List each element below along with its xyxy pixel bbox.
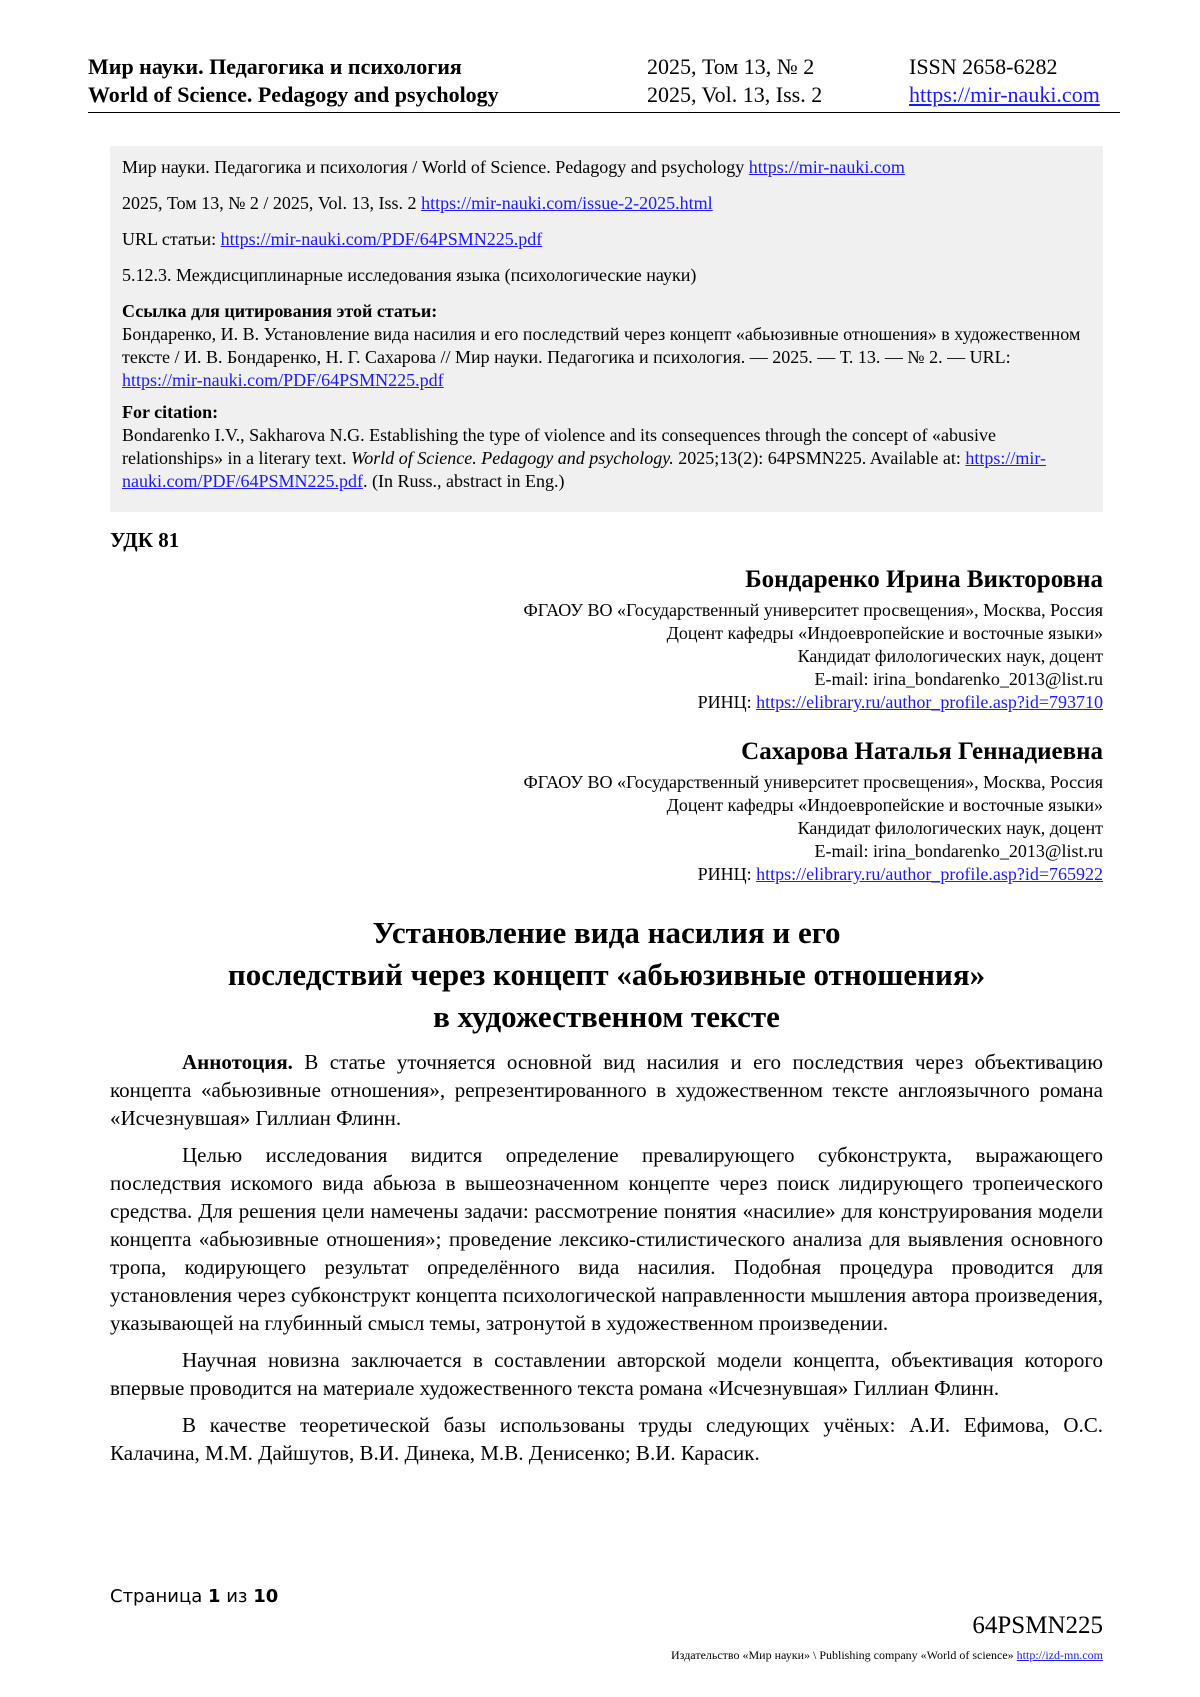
journal-site-link[interactable]: https://mir-nauki.com xyxy=(909,82,1100,107)
issue-url-link[interactable]: https://mir-nauki.com/issue-2-2025.html xyxy=(421,193,713,213)
publisher-link[interactable]: http://izd-mn.com xyxy=(1016,1648,1103,1662)
citation-box xyxy=(110,146,1103,512)
abstract xyxy=(110,1048,1103,1476)
author-name: Бондаренко Ирина Викторовна xyxy=(745,566,1103,593)
author-rinc: РИНЦ: https://elibrary.ru/author_profile.asp?id=765922 xyxy=(697,864,1103,884)
journal-name-ru: Мир науки. Педагогика и психология xyxy=(88,54,462,79)
issue-ru: 2025, Том 13, № 2 xyxy=(647,54,815,79)
author-position: Доцент кафедры «Индоевропейские и восточные языки» xyxy=(666,795,1103,815)
article-url-link[interactable]: https://mir-nauki.com/PDF/64PSMN225.pdf xyxy=(220,229,543,249)
en-citation-link[interactable]: https://mir-nauki.com/PDF/64PSMN225.pdf xyxy=(122,448,1046,491)
journal-line: Мир науки. Педагогика и психология / World of Science. Pedagogy and psychology https://mir-nauki.com xyxy=(122,157,905,177)
abstract-label: Аннотоция. xyxy=(182,1050,293,1074)
author-affiliation: ФГАОУ ВО «Государственный университет просвещения», Москва, Россия xyxy=(523,772,1103,792)
article-code: 64PSMN225 xyxy=(972,1612,1103,1639)
article-url-line: URL статьи: https://mir-nauki.com/PDF/64PSMN225.pdf xyxy=(122,229,543,249)
journal-url-link[interactable]: https://mir-nauki.com xyxy=(748,157,905,177)
issn: ISSN 2658-6282 xyxy=(909,54,1058,79)
author-name: Сахарова Наталья Геннадиевна xyxy=(741,738,1103,765)
abstract-paragraph: Целью исследования видится определение превалирующего субконструкта, выражающего последствия искомого вида абьюза в вышеозначенном концепте через поиск лидирующего тропеического средства. Для решения цели намечены задачи: рассмотрение понятия «насилие» для конструирования модели концепта «абьюзивные отношения»; проведение лексико-стилистического анализа для выявления основного тропа, кодирующего результат определённого вида насилия. Подобная процедура проводится для установления через субконструкт концепта психологической направленности мышления автора произведения, указывающей на глубинный смысл темы, затронутой в художественном произведении. xyxy=(110,1143,1103,1335)
journal-name-en: World of Science. Pedagogy and psychology xyxy=(88,82,499,107)
abstract-paragraph: В качестве теоретической базы использованы труды следующих учёных: А.И. Ефимова, О.С. Калачина, М.М. Дайшутов, В.И. Динека, М.В. Денисенко; В.И. Карасик. xyxy=(110,1413,1103,1465)
author-block xyxy=(523,563,1103,714)
author-degree: Кандидат филологических наук, доцент xyxy=(797,818,1103,838)
abstract-paragraph: Научная новизна заключается в составлении авторской модели концепта, объективация которого впервые проводится на материале художественного текста романа «Исчезнувшая» Гиллиан Флинн. xyxy=(110,1348,1103,1400)
article-title: Установление вида насилия и его последствий через концепт «абьюзивные отношения» в художественном тексте xyxy=(227,915,986,1034)
journal-header xyxy=(88,50,1120,113)
publisher-line: Издательство «Мир науки» \ Publishing company «World of science» http://izd-mn.com xyxy=(671,1648,1103,1662)
author-position: Доцент кафедры «Индоевропейские и восточные языки» xyxy=(666,623,1103,643)
author-rinc-link[interactable]: https://elibrary.ru/author_profile.asp?id=793710 xyxy=(756,692,1103,712)
udk-code: УДК 81 xyxy=(110,528,180,552)
ru-citation-heading: Ссылка для цитирования этой статьи: xyxy=(122,301,438,321)
author-block xyxy=(523,735,1103,886)
author-rinc-link[interactable]: https://elibrary.ru/author_profile.asp?id=765922 xyxy=(756,864,1103,884)
en-citation: Bondarenko I.V., Sakharova N.G. Establishing the type of violence and its consequences through the concept of «abusive relationships» in a literary text. World of Science. Pedagogy and psychology. 2025;13(2): 64PSMN225. Available at: https://mir-nauki.com/PDF/64PSMN225.pdf. (In Russ., abstract in Eng.) xyxy=(122,425,1046,491)
ru-citation: Бондаренко, И. В. Установление вида насилия и его последствий через концепт «абьюзивные отношения» в художественном тексте / И. В. Бондаренко, Н. Г. Сахарова // Мир науки. Педагогика и психология. — 2025. — Т. 13. — № 2. — URL: https://mir-nauki.com/PDF/64PSMN225.pdf xyxy=(122,324,1081,390)
en-citation-heading: For citation: xyxy=(122,402,219,422)
author-email: E-mail: irina_bondarenko_2013@list.ru xyxy=(814,669,1103,689)
author-email: E-mail: irina_bondarenko_2013@list.ru xyxy=(814,841,1103,861)
issue-line: 2025, Том 13, № 2 / 2025, Vol. 13, Iss. 2 https://mir-nauki.com/issue-2-2025.html xyxy=(122,193,713,213)
ru-citation-link[interactable]: https://mir-nauki.com/PDF/64PSMN225.pdf xyxy=(122,370,444,390)
author-degree: Кандидат филологических наук, доцент xyxy=(797,646,1103,666)
issue-en: 2025, Vol. 13, Iss. 2 xyxy=(647,82,823,107)
specialty-line: 5.12.3. Междисциплинарные исследования языка (психологические науки) xyxy=(122,265,697,285)
author-affiliation: ФГАОУ ВО «Государственный университет просвещения», Москва, Россия xyxy=(523,600,1103,620)
abstract-paragraph: Аннотоция. В статье уточняется основной вид насилия и его последствия через объективацию концепта «абьюзивные отношения», репрезентированного в художественном тексте англоязычного романа «Исчезнувшая» Гиллиан Флинн. xyxy=(110,1050,1103,1130)
page-counter: Страница 1 из 10 xyxy=(110,1586,279,1607)
author-rinc: РИНЦ: https://elibrary.ru/author_profile.asp?id=793710 xyxy=(697,692,1103,712)
